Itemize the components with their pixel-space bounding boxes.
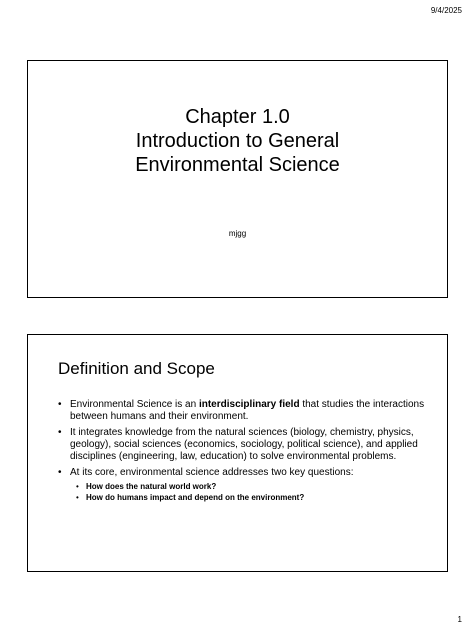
slide-title-line: Introduction to General xyxy=(135,130,340,152)
title-slide xyxy=(27,60,448,298)
bullet-emphasis: interdisciplinary field xyxy=(198,399,300,410)
sub-bullet-marker: • xyxy=(76,493,79,502)
bullet-text: It integrates knowledge from the natural sciences (biology, chemistry, physics, geology), social sciences (economics, sociology, political science), and applied disciplines (engineering, law, education) to solve environmental problems. xyxy=(70,427,418,462)
bullet-marker: • xyxy=(58,467,62,478)
slide-title-line: Chapter 1.0 xyxy=(185,106,290,128)
bullet-item xyxy=(58,427,427,463)
sub-bullet-marker: • xyxy=(76,482,79,491)
slide-title xyxy=(28,105,447,177)
slide-author: mjgg xyxy=(228,229,247,238)
page-number: 1 xyxy=(457,615,462,624)
bullet-text: Environmental Science is an xyxy=(70,399,199,410)
sub-bullet-item xyxy=(76,481,427,492)
bullet-item xyxy=(58,467,427,503)
page-date: 9/4/2025 xyxy=(430,6,462,15)
bullet-text: that studies the interactions between humans and their environment. xyxy=(70,399,425,422)
slide-heading: Definition and Scope xyxy=(58,359,215,378)
content-slide xyxy=(27,334,448,572)
sub-bullet-list xyxy=(70,481,427,503)
bullet-marker: • xyxy=(58,399,62,410)
sub-bullet-item xyxy=(76,492,427,503)
slide-title-line: Environmental Science xyxy=(135,154,340,176)
sub-bullet-text: How does the natural world work? xyxy=(86,482,217,491)
bullet-marker: • xyxy=(58,427,62,438)
bullet-text: At its core, environmental science addresses two key questions: xyxy=(70,467,354,478)
bullet-list xyxy=(58,399,427,507)
bullet-item xyxy=(58,399,427,423)
sub-bullet-text: How do humans impact and depend on the environment? xyxy=(86,493,305,502)
